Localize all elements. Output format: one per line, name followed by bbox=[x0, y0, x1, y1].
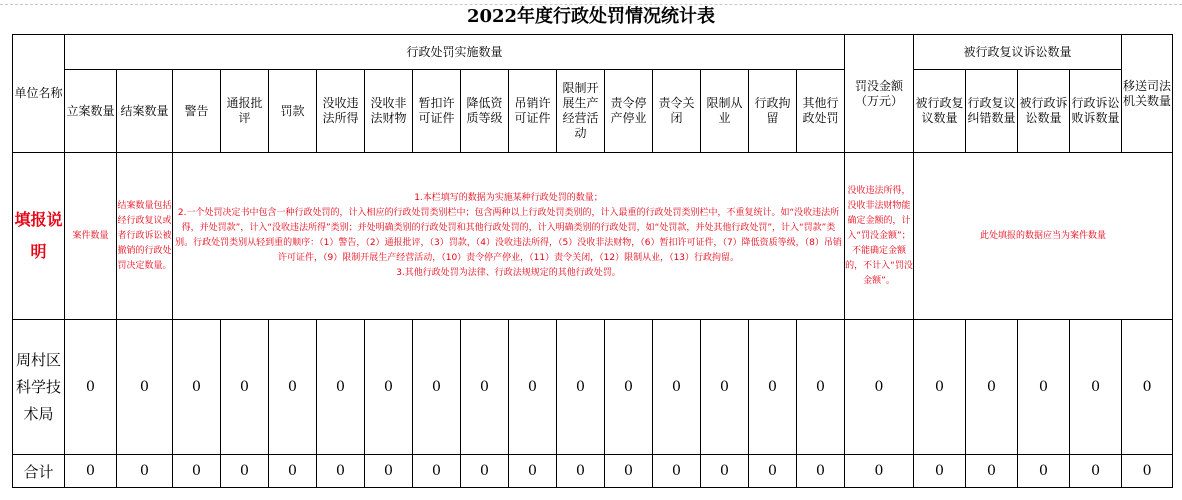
value-cell: 0 bbox=[797, 455, 845, 488]
value-cell: 0 bbox=[1018, 455, 1070, 488]
value-cell: 0 bbox=[557, 455, 605, 488]
value-cell: 0 bbox=[365, 320, 413, 455]
value-cell: 0 bbox=[173, 320, 221, 455]
value-cell: 0 bbox=[317, 320, 365, 455]
value-cell: 0 bbox=[65, 320, 117, 455]
value-cell: 0 bbox=[914, 455, 966, 488]
value-cell: 0 bbox=[1018, 320, 1070, 455]
column-header: 立案数量 bbox=[65, 70, 117, 153]
value-cell: 0 bbox=[269, 455, 317, 488]
unit-name-cell: 周村区科学技术局 bbox=[13, 320, 65, 455]
fine-amount-note: 没收违法所得，没收非法财物能确定金额的，计入“罚没金额”；不能确定金额的，不计入“罚没金额”。 bbox=[845, 153, 914, 320]
value-cell: 0 bbox=[1070, 320, 1122, 455]
value-cell: 0 bbox=[221, 320, 269, 455]
value-cell: 0 bbox=[914, 320, 966, 455]
value-cell: 0 bbox=[117, 320, 173, 455]
penalty-notes bbox=[173, 153, 845, 320]
value-cell: 0 bbox=[653, 320, 701, 455]
value-cell: 0 bbox=[749, 320, 797, 455]
value-cell: 0 bbox=[461, 320, 509, 455]
closed-count-note: 结案数量包括经行政复议或者行政诉讼被撤销的行政处罚决定数量。 bbox=[117, 153, 173, 320]
value-cell: 0 bbox=[461, 455, 509, 488]
column-header: 警告 bbox=[173, 70, 221, 153]
column-header: 没收非法财物 bbox=[365, 70, 413, 153]
value-cell: 0 bbox=[413, 320, 461, 455]
value-cell: 0 bbox=[413, 455, 461, 488]
value-cell: 0 bbox=[557, 320, 605, 455]
penalty-note-3: 3.其他行政处罚为法律、行政法规规定的其他行政处罚。 bbox=[396, 268, 621, 278]
value-cell: 0 bbox=[966, 320, 1018, 455]
table-row bbox=[13, 455, 1173, 488]
column-header: 行政复议纠错数量 bbox=[966, 70, 1018, 153]
penalty-note-2: 2.一个处罚决定书中包含一种行政处罚的，计入相应的行政处罚类别栏中；包含两种以上行政处罚类别的，计入最重的行政处罚类别栏中，不重复统计。如“没收违法所得，并处罚款”，计入“没收违法所得”类别；并处明确类别的行政处罚和其他行政处罚的，计入明确类别的行政处罚，如“处罚款，并处其他行政处罚”，计入“罚款”类别。行政处罚类别从轻到重的顺序：（1）警告，（2）通报批评，（3）罚款，（4）没收违法所得，（5）没收非法财物，（6）暂扣许可证件，（7）降低资质等级，（8）吊销许可证件，（9）限制开展生产经营活动，（10）责令停产停业，（11）责令关闭，（12）限制从业，（13）行政拘留。 bbox=[175, 208, 842, 263]
column-header: 行政拘留 bbox=[749, 70, 797, 153]
value-cell: 0 bbox=[269, 320, 317, 455]
total-label: 合计 bbox=[13, 455, 65, 488]
transfer-judicial-header: 移送司法机关数量 bbox=[1122, 35, 1173, 153]
value-cell: 0 bbox=[845, 320, 914, 455]
value-cell: 0 bbox=[845, 455, 914, 488]
value-cell: 0 bbox=[65, 455, 117, 488]
admin-penalty-group-header: 行政处罚实施数量 bbox=[65, 35, 845, 70]
penalty-note-1: 1.本栏填写的数据为实施某种行政处罚的数量； bbox=[414, 193, 603, 203]
value-cell: 0 bbox=[1122, 320, 1173, 455]
value-cell: 0 bbox=[117, 455, 173, 488]
value-cell: 0 bbox=[317, 455, 365, 488]
value-cell: 0 bbox=[749, 455, 797, 488]
page-guide-line bbox=[0, 4, 1182, 5]
value-cell: 0 bbox=[701, 455, 749, 488]
value-cell: 0 bbox=[365, 455, 413, 488]
column-header: 通报批评 bbox=[221, 70, 269, 153]
column-header: 责令停产停业 bbox=[605, 70, 653, 153]
review-note: 此处填报的数据应当为案件数量 bbox=[914, 153, 1173, 320]
column-header: 责令关闭 bbox=[653, 70, 701, 153]
table-row bbox=[13, 320, 1173, 455]
fine-amount-header: 罚没金额（万元） bbox=[845, 35, 914, 153]
review-group-header: 被行政复议诉讼数量 bbox=[914, 35, 1122, 70]
value-cell: 0 bbox=[509, 455, 557, 488]
column-header: 限制从业 bbox=[701, 70, 749, 153]
column-header: 罚款 bbox=[269, 70, 317, 153]
value-cell: 0 bbox=[605, 455, 653, 488]
value-cell: 0 bbox=[1122, 455, 1173, 488]
value-cell: 0 bbox=[509, 320, 557, 455]
document-title: 2022年度行政处罚情况统计表 bbox=[466, 6, 716, 27]
value-cell: 0 bbox=[173, 455, 221, 488]
statistics-table bbox=[12, 34, 1173, 488]
value-cell: 0 bbox=[797, 320, 845, 455]
fill-instructions-label: 填报说明 bbox=[13, 153, 65, 320]
filing-count-note: 案件数量 bbox=[65, 153, 117, 320]
column-header: 被行政复议数量 bbox=[914, 70, 966, 153]
column-header: 限制开展生产经营活动 bbox=[557, 70, 605, 153]
value-cell: 0 bbox=[221, 455, 269, 488]
column-header: 被行政诉讼数量 bbox=[1018, 70, 1070, 153]
value-cell: 0 bbox=[701, 320, 749, 455]
column-header: 吊销许可证件 bbox=[509, 70, 557, 153]
column-header: 结案数量 bbox=[117, 70, 173, 153]
column-header: 行政诉讼败诉数量 bbox=[1070, 70, 1122, 153]
column-header: 没收违法所得 bbox=[317, 70, 365, 153]
value-cell: 0 bbox=[605, 320, 653, 455]
value-cell: 0 bbox=[653, 455, 701, 488]
value-cell: 0 bbox=[966, 455, 1018, 488]
value-cell: 0 bbox=[1070, 455, 1122, 488]
column-header: 降低资质等级 bbox=[461, 70, 509, 153]
column-header: 暂扣许可证件 bbox=[413, 70, 461, 153]
column-header: 其他行政处罚 bbox=[797, 70, 845, 153]
unit-name-header: 单位名称 bbox=[13, 35, 65, 153]
